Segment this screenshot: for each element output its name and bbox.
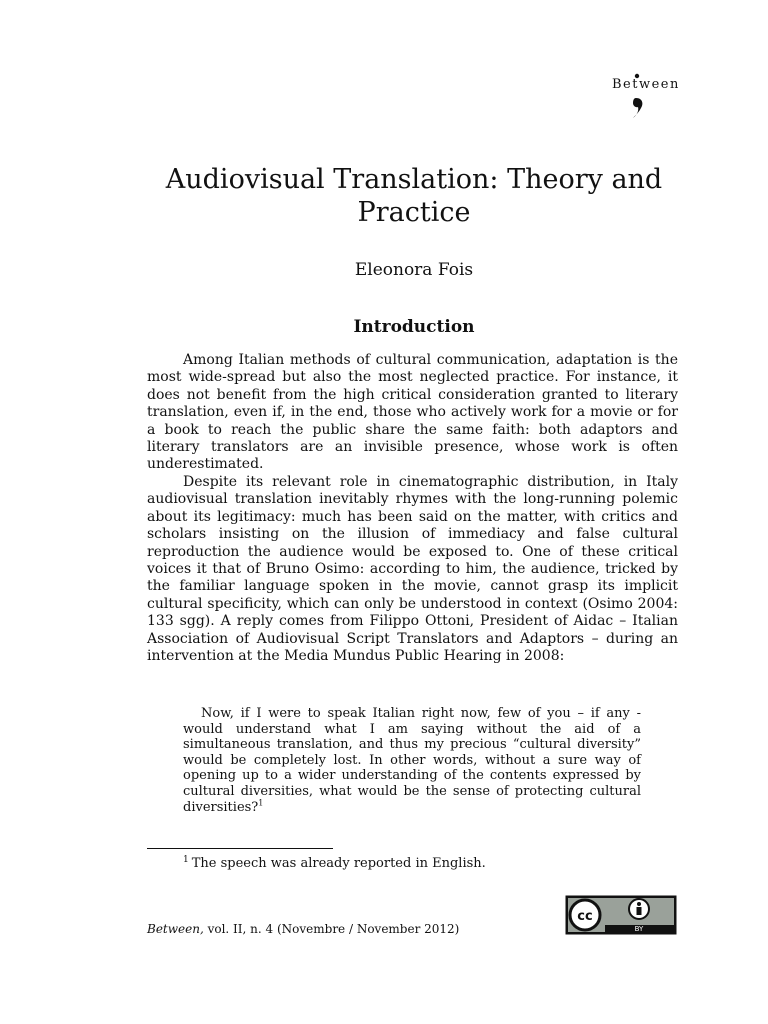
journal-logo — [612, 70, 682, 122]
footnote — [183, 856, 678, 872]
body-paragraph — [147, 352, 678, 474]
creative-commons-by-icon — [565, 895, 677, 935]
logo-wordmark: Between — [612, 77, 680, 92]
paragraph-text: Despite its relevant role in cinematographic distribution, in Italy audiovisual translation inevitably rhymes with the long-running polemic about its legitimacy: much has been said on the matter, with critics and scholars insisting on the illusion of immediacy and false cultural reproduction the audience would be exposed to. One of these critical voices it that of Bruno Osimo: according to him, the audience, tricked by the familiar language spoken in the movie, cannot grasp its implicit cultural specificity, which can only be understood in context (Osimo 2004: 133 sgg). A reply comes from Filippo Ottoni, President of Aidac – Italian Association of Audiovisual Script Translators and Adaptors – during an intervention at the Media Mundus Public Hearing in 2008: — [147, 474, 678, 665]
footer-journal-name: Between, — [147, 922, 204, 936]
paragraph-text: Among Italian methods of cultural communication, adaptation is the most wide-spread but also the most neglected practice. For instance, it does not benefit from the high critical consideration granted to literary translation, even if, in the end, those who actively work for a movie or for a book to reach the public share the same faith: both adaptors and literary translators are an invisible presence, whose work is often underestimated. — [147, 352, 678, 473]
body-paragraph — [147, 474, 678, 665]
cc-by-license-badge[interactable] — [565, 895, 677, 935]
footer-issue-details: vol. II, n. 4 (Novembre / November 2012) — [203, 922, 460, 936]
block-quote — [183, 706, 641, 815]
footnote-text: The speech was already reported in English. — [191, 856, 486, 871]
quote-text: Now, if I were to speak Italian right now, few of you – if any - would understand what I am saying without the aid of a simultaneous translation, and thus my precious “cultural diversity” would be completely lost. In other words, without a sure way of opening up to a wider understanding of the contents expressed by cultural diversities, what would be the sense of protecting cultural diversities? — [183, 706, 641, 815]
footnote-number: 1 — [183, 854, 189, 865]
section-heading: Introduction — [353, 317, 475, 337]
author-name: Eleonora Fois — [354, 260, 474, 280]
citation-footer — [147, 921, 547, 937]
footnote-marker[interactable]: 1 — [258, 798, 264, 808]
footnote-divider — [147, 848, 333, 849]
badge-label: BY — [634, 925, 644, 933]
paper-title: Audiovisual Translation: Theory and Practice — [165, 164, 663, 228]
svg-text:cc: cc — [577, 909, 593, 924]
